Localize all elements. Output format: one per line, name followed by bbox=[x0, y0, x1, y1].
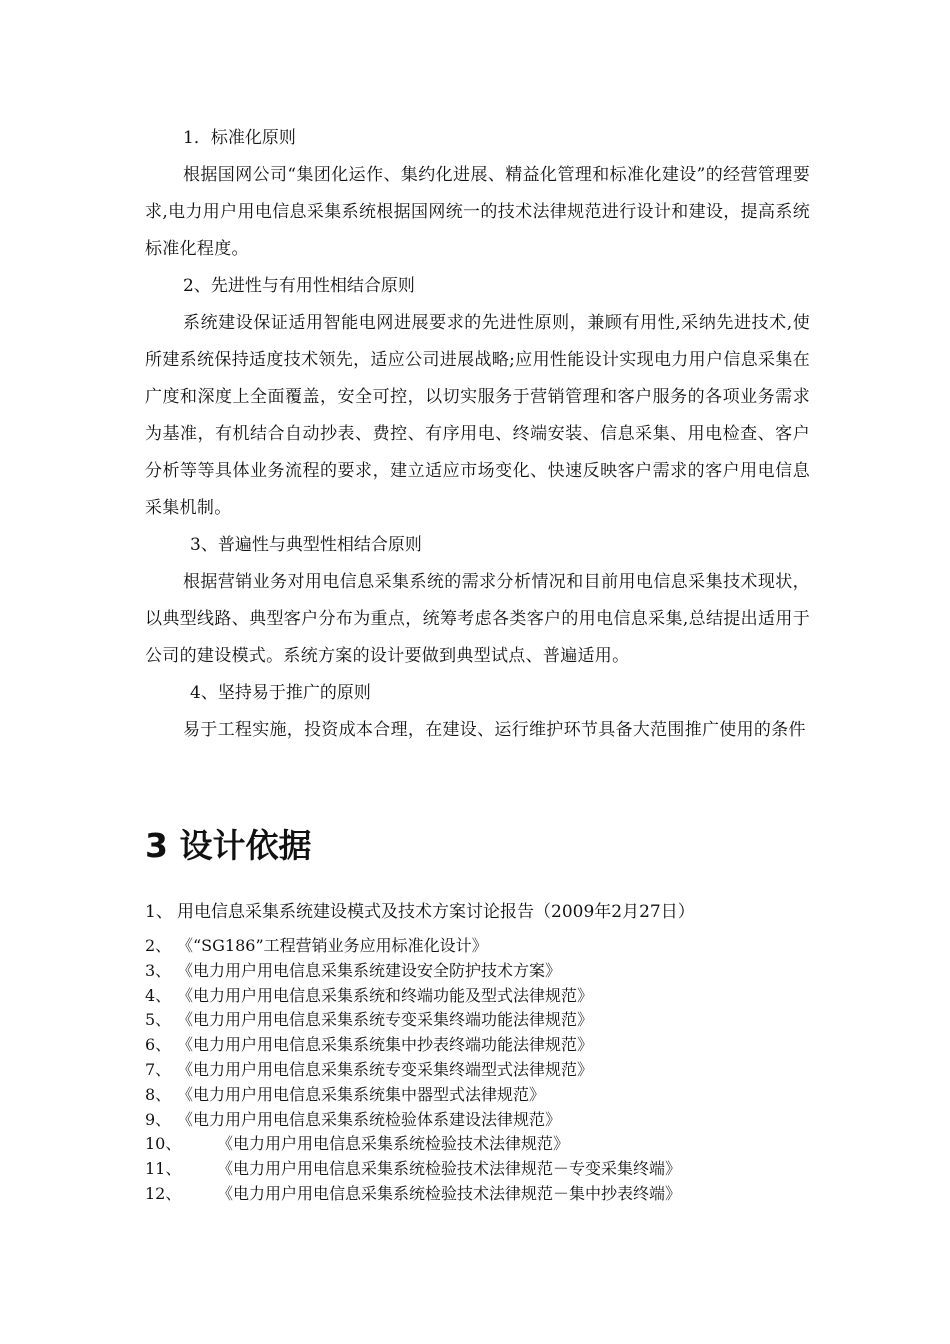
principle-3-heading: 3、普遍性与典型性相结合原则 bbox=[190, 535, 422, 555]
principle-2-body: 系统建设保证适用智能电网进展要求的先进性原则，兼顾有用性,采纳先进技术,使所建系统保持适度技术领先，适应公司进展战略;应用性能设计实现电力用户信息采集在广度和深度上全面覆盖，安全可控，以切实服务于营销管理和客户服务的各项业务需求为基准，有机结合自动抄表、费控、有序用电、终端安装、信息采集、用电检查、客户分析等等具体业务流程的要求，建立适应市场变化、快速反映客户需求的客户用电信息采集机制。 bbox=[145, 313, 810, 518]
reference-item bbox=[145, 1132, 681, 1157]
reference-text: 《电力用户用电信息采集系统检验技术法律规范》 bbox=[217, 1134, 570, 1154]
reference-number: 1、 bbox=[145, 902, 173, 922]
reference-number: 11、 bbox=[145, 1159, 182, 1179]
reference-number: 9、 bbox=[145, 1109, 172, 1129]
reference-item bbox=[145, 984, 681, 1009]
reference-number: 8、 bbox=[145, 1084, 172, 1104]
reference-number: 2、 bbox=[145, 936, 172, 955]
reference-item bbox=[145, 959, 681, 984]
reference-item-1 bbox=[145, 898, 695, 926]
reference-number: 3、 bbox=[145, 960, 172, 980]
chapter-title: 3 设计依据 bbox=[145, 826, 312, 865]
reference-item bbox=[145, 1108, 681, 1133]
reference-text: 《电力用户用电信息采集系统检验技术法律规范－集中抄表终端》 bbox=[217, 1183, 682, 1203]
reference-text: 《电力用户用电信息采集系统集中抄表终端功能法律规范》 bbox=[177, 1035, 594, 1055]
reference-list bbox=[145, 934, 681, 1207]
principle-4-heading: 4、坚持易于推广的原则 bbox=[190, 683, 371, 703]
principle-3-body: 根据营销业务对用电信息采集系统的需求分析情况和目前用电信息采集技术现状，以典型线路、典型客户分布为重点，统筹考虑各类客户的用电信息采集,总结提出适用于公司的建设模式。系统方案的设计要做到典型试点、普遍适用。 bbox=[145, 572, 810, 666]
reference-number: 7、 bbox=[145, 1059, 172, 1079]
reference-item bbox=[145, 1182, 681, 1207]
principle-1-body: 根据国网公司“集团化运作、集约化进展、精益化管理和标准化建设”的经营管理要求,电力用户用电信息采集系统根据国网统一的技术法律规范进行设计和建设，提高系统标准化程度。 bbox=[145, 165, 810, 259]
reference-text: 用电信息采集系统建设模式及技术方案讨论报告（2009年2月27日） bbox=[177, 902, 695, 922]
reference-item bbox=[145, 1008, 681, 1033]
reference-item bbox=[145, 1157, 681, 1182]
reference-number: 10、 bbox=[145, 1134, 182, 1154]
principle-2-heading: 2、先进性与有用性相结合原则 bbox=[183, 276, 415, 296]
reference-item bbox=[145, 1033, 681, 1058]
reference-item bbox=[145, 1058, 681, 1083]
reference-number: 5、 bbox=[145, 1010, 172, 1030]
reference-text: 《电力用户用电信息采集系统建设安全防护技术方案》 bbox=[177, 960, 562, 980]
reference-number: 12、 bbox=[145, 1183, 182, 1203]
reference-text: 《电力用户用电信息采集系统和终端功能及型式法律规范》 bbox=[177, 985, 594, 1005]
reference-text: 《电力用户用电信息采集系统检验体系建设法律规范》 bbox=[177, 1109, 562, 1129]
reference-item bbox=[145, 934, 681, 959]
reference-text: 《电力用户用电信息采集系统集中器型式法律规范》 bbox=[177, 1084, 546, 1104]
principle-4-body: 易于工程实施，投资成本合理，在建设、运行维护环节具备大范围推广使用的条件 bbox=[183, 720, 806, 740]
reference-number: 4、 bbox=[145, 985, 172, 1005]
reference-item bbox=[145, 1083, 681, 1108]
reference-text: 《电力用户用电信息采集系统检验技术法律规范－专变采集终端》 bbox=[217, 1159, 682, 1179]
principle-1-heading: 1．标准化原则 bbox=[183, 128, 296, 148]
reference-text: 《电力用户用电信息采集系统专变采集终端功能法律规范》 bbox=[177, 1010, 594, 1030]
reference-number: 6、 bbox=[145, 1035, 172, 1055]
principles-section bbox=[145, 120, 810, 749]
reference-text: 《电力用户用电信息采集系统专变采集终端型式法律规范》 bbox=[177, 1059, 594, 1079]
reference-text: 《“SG186”工程营销业务应用标准化设计》 bbox=[177, 936, 488, 955]
